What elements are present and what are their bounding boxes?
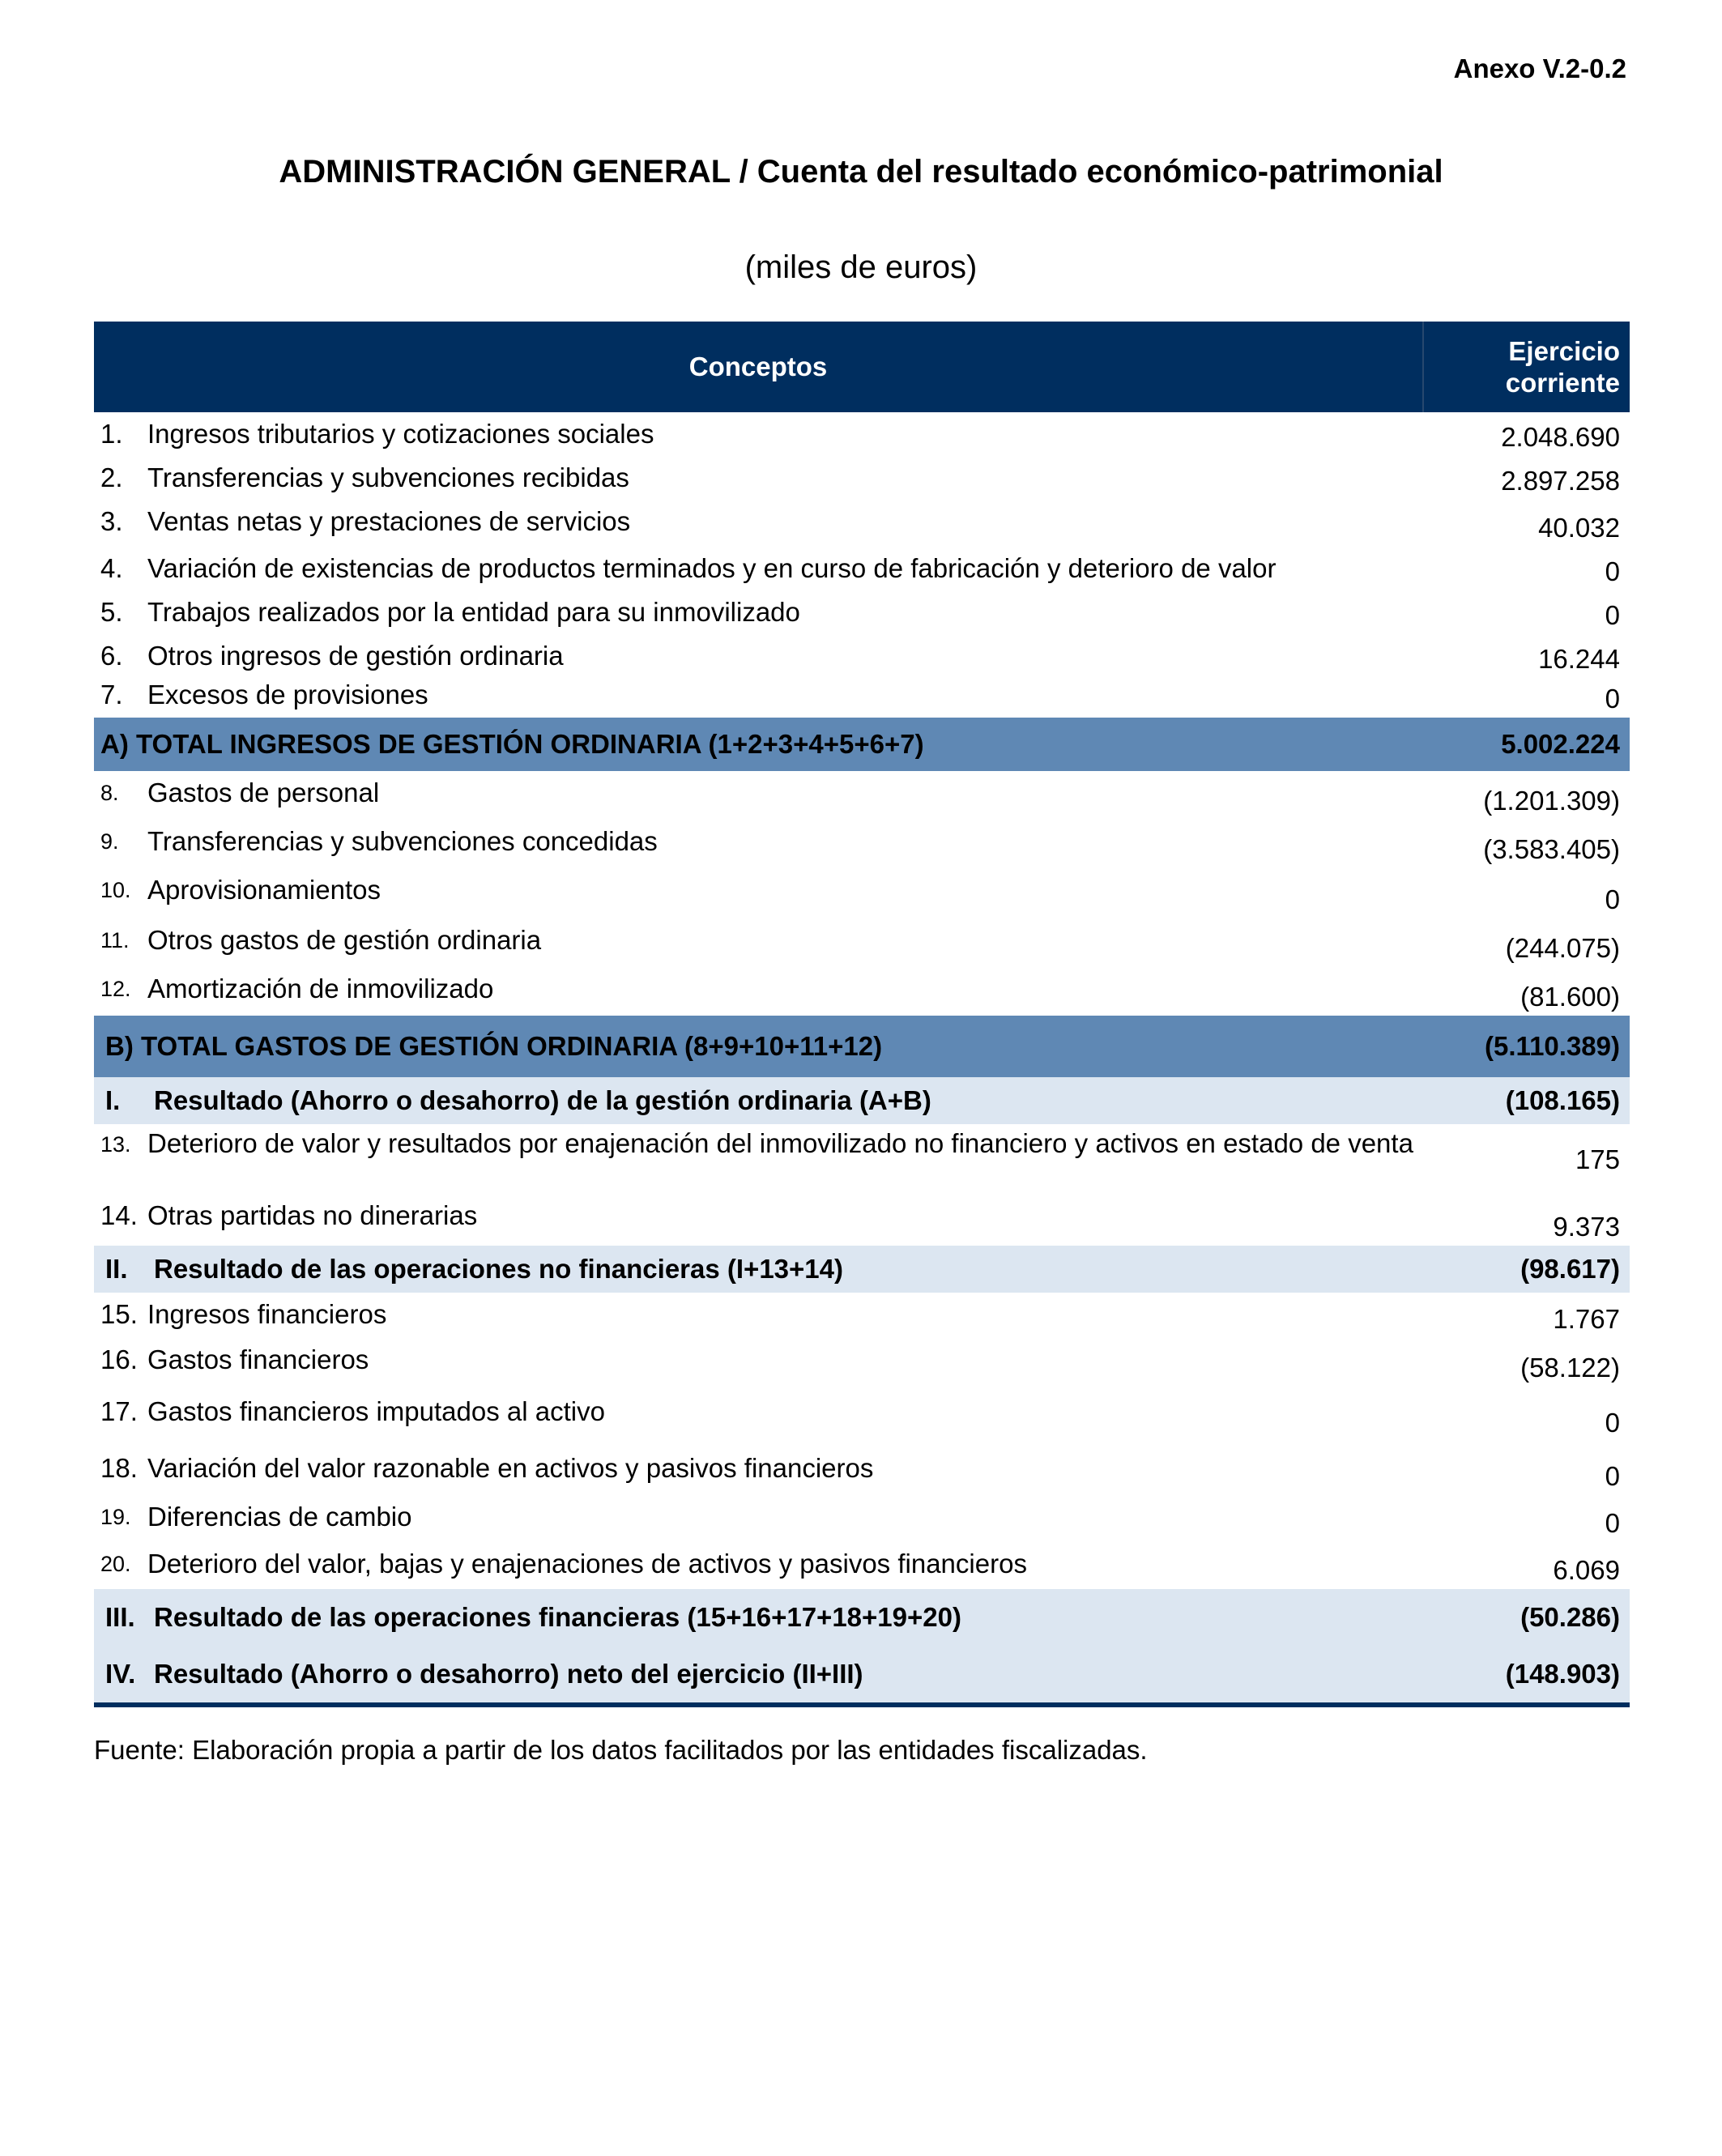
row-label: Resultado (Ahorro o desahorro) neto del ejercicio (II+III)	[154, 1659, 863, 1689]
row-label: Otros gastos de gestión ordinaria	[147, 925, 542, 955]
row-value: 16.244	[1538, 644, 1620, 674]
row-number: 19.	[100, 1505, 131, 1529]
row-number: 10.	[100, 878, 131, 902]
table-row	[94, 590, 1630, 634]
annex-label: Anexo V.2-0.2	[1453, 53, 1626, 83]
row-label: Gastos de personal	[147, 778, 380, 807]
table-row	[94, 1495, 1630, 1542]
row-value: 40.032	[1538, 513, 1620, 543]
row-label: Ingresos financieros	[147, 1299, 387, 1329]
table-row	[94, 547, 1630, 590]
row-label: Gastos financieros	[147, 1344, 369, 1374]
row-number: 17.	[100, 1396, 138, 1426]
row-label: Transferencias y subvenciones recibidas	[147, 462, 629, 492]
row-label: Aprovisionamientos	[147, 875, 381, 905]
row-value: 2.897.258	[1501, 466, 1620, 496]
table-row	[94, 500, 1630, 547]
row-value: (81.600)	[1520, 982, 1620, 1012]
total-income-row	[94, 718, 1630, 771]
row-value: (5.110.389)	[1485, 1031, 1620, 1061]
row-label: Excesos de provisiones	[147, 680, 428, 709]
header-year-line2: corriente	[1505, 368, 1620, 398]
header-current-year	[1424, 322, 1630, 412]
row-value: 0	[1605, 684, 1620, 714]
row-number: 8.	[100, 781, 119, 805]
row-number: 3.	[100, 506, 123, 536]
row-value: 5.002.224	[1501, 729, 1620, 759]
result-row-financial	[94, 1589, 1630, 1646]
row-label: Amortización de inmovilizado	[147, 974, 494, 1003]
row-number: 15.	[100, 1299, 138, 1329]
results-table	[94, 322, 1630, 1707]
table-row	[94, 771, 1630, 820]
row-value: (50.286)	[1520, 1602, 1620, 1632]
header-year-line1: Ejercicio	[1508, 336, 1620, 366]
row-label: Otros ingresos de gestión ordinaria	[147, 641, 564, 671]
table-row	[94, 1542, 1630, 1589]
row-number: 11.	[100, 928, 130, 952]
table-row	[94, 868, 1630, 918]
row-number: I.	[105, 1085, 121, 1115]
table-row	[94, 412, 1630, 456]
table-row	[94, 820, 1630, 868]
row-number: 1.	[100, 419, 123, 449]
units-subtitle: (miles de euros)	[744, 249, 978, 285]
row-label: Ingresos tributarios y cotizaciones sociales	[147, 419, 654, 449]
table-row	[94, 1387, 1630, 1442]
row-value: (148.903)	[1505, 1659, 1620, 1689]
row-number: III.	[105, 1602, 135, 1632]
row-label: Deterioro del valor, bajas y enajenaciones de activos y pasivos financieros	[147, 1549, 1027, 1579]
row-number: 5.	[100, 597, 123, 627]
table-row	[94, 678, 1630, 718]
result-row-net	[94, 1646, 1630, 1702]
row-value: 2.048.690	[1501, 422, 1620, 452]
row-value: 0	[1605, 600, 1620, 630]
row-number: 6.	[100, 641, 123, 671]
row-label: Variación del valor razonable en activos y pasivos financieros	[147, 1453, 874, 1483]
row-value: (108.165)	[1505, 1085, 1620, 1115]
row-number: II.	[105, 1254, 128, 1284]
table-row	[94, 456, 1630, 500]
row-label: Gastos financieros imputados al activo	[147, 1396, 605, 1426]
row-number: 20.	[100, 1552, 131, 1576]
row-value: 0	[1605, 556, 1620, 586]
row-number: IV.	[105, 1659, 136, 1689]
row-label: Ventas netas y prestaciones de servicios	[147, 506, 631, 536]
row-number: 9.	[100, 829, 119, 854]
row-label: Resultado de las operaciones no financieras (I+13+14)	[154, 1254, 843, 1284]
table-row	[94, 634, 1630, 678]
table-row	[94, 967, 1630, 1016]
page-title: ADMINISTRACIÓN GENERAL / Cuenta del resultado económico-patrimonial	[279, 154, 1443, 190]
total-expenses-row	[94, 1016, 1630, 1077]
table-row	[94, 1338, 1630, 1387]
row-label: A) TOTAL INGRESOS DE GESTIÓN ORDINARIA (1+2+3+4+5+6+7)	[100, 729, 924, 759]
row-label: Trabajos realizados por la entidad para su inmovilizado	[147, 597, 800, 627]
row-value: 175	[1575, 1144, 1620, 1174]
header-concepts: Conceptos	[94, 322, 1424, 412]
row-label: Diferencias de cambio	[147, 1502, 412, 1532]
row-value: (1.201.309)	[1483, 786, 1620, 816]
source-note: Fuente: Elaboración propia a partir de los datos facilitados por las entidades fiscalizadas.	[94, 1735, 1148, 1765]
table-row	[94, 1293, 1630, 1338]
row-number: 12.	[100, 977, 131, 1001]
row-value: (98.617)	[1520, 1254, 1620, 1284]
row-value: (58.122)	[1520, 1353, 1620, 1383]
row-label: Transferencias y subvenciones concedidas	[147, 826, 658, 856]
row-number: 2.	[100, 462, 123, 492]
row-value: (3.583.405)	[1483, 834, 1620, 864]
row-number: 14.	[100, 1200, 138, 1230]
table-row	[94, 1442, 1630, 1495]
row-value: 9.373	[1553, 1212, 1620, 1242]
result-row-non-financial	[94, 1246, 1630, 1293]
row-number: 18.	[100, 1453, 138, 1483]
row-value: 0	[1605, 1461, 1620, 1491]
row-number: 7.	[100, 680, 123, 709]
row-number: 4.	[100, 553, 123, 583]
row-value: 0	[1605, 1408, 1620, 1438]
row-label: Otras partidas no dinerarias	[147, 1200, 478, 1230]
table-row	[94, 918, 1630, 967]
row-value: 0	[1605, 1508, 1620, 1538]
row-label: Resultado (Ahorro o desahorro) de la gestión ordinaria (A+B)	[154, 1085, 931, 1115]
row-value: 1.767	[1553, 1304, 1620, 1334]
row-value: (244.075)	[1505, 933, 1620, 963]
result-row-ordinary	[94, 1077, 1630, 1124]
row-label: B) TOTAL GASTOS DE GESTIÓN ORDINARIA (8+9+10+11+12)	[105, 1031, 883, 1061]
row-number: 13.	[100, 1132, 131, 1157]
row-value: 0	[1605, 884, 1620, 914]
row-value: 6.069	[1553, 1555, 1620, 1585]
table-bottom-rule	[94, 1702, 1630, 1707]
row-label: Variación de existencias de productos terminados y en curso de fabricación y deterioro de valor	[147, 553, 1277, 583]
row-number: 16.	[100, 1344, 138, 1374]
table-row	[94, 1199, 1630, 1246]
table-header	[94, 322, 1630, 412]
row-label: Resultado de las operaciones financieras (15+16+17+18+19+20)	[154, 1602, 961, 1632]
table-row	[94, 1124, 1630, 1199]
row-label: Deterioro de valor y resultados por enajenación del inmovilizado no financiero y activos en estado de venta	[147, 1128, 1413, 1158]
